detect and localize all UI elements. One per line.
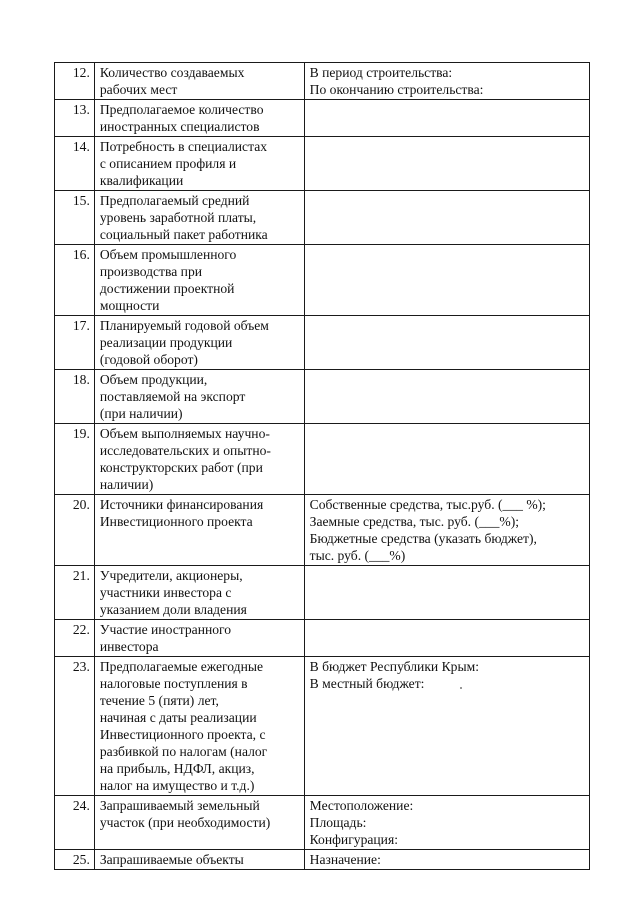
field-label-line: Предполагаемое количество xyxy=(99,102,264,117)
field-value-line: По окончанию строительства: xyxy=(309,82,484,97)
field-label-line: Запрашиваемые объекты xyxy=(99,852,244,867)
field-label xyxy=(94,620,304,657)
table-row xyxy=(55,620,590,657)
table-row xyxy=(55,370,590,424)
field-value-line: Назначение: xyxy=(309,852,381,867)
form-sheet xyxy=(54,62,590,870)
field-value[interactable] xyxy=(304,796,589,850)
table-row xyxy=(55,566,590,620)
field-label-line: Количество создаваемых xyxy=(99,65,245,80)
field-value[interactable] xyxy=(304,620,589,657)
row-number: 16. xyxy=(55,245,95,316)
field-label xyxy=(94,424,304,495)
scan-speck xyxy=(460,687,462,689)
field-value-line: Площадь: xyxy=(309,815,367,830)
field-label-line: Инвестиционного проекта, с xyxy=(99,727,266,742)
field-label-line: (годовой оборот) xyxy=(99,352,198,367)
field-label-line: Запрашиваемый земельный xyxy=(99,798,260,813)
field-value-line: В бюджет Республики Крым: xyxy=(309,659,479,674)
field-label xyxy=(94,245,304,316)
table-row xyxy=(55,850,590,870)
row-number: 22. xyxy=(55,620,95,657)
field-value-line: Местоположение: xyxy=(309,798,414,813)
investment-project-table xyxy=(54,62,590,870)
field-label xyxy=(94,137,304,191)
field-label-line: Объем продукции, xyxy=(99,372,208,387)
field-label-line: налог на имущество и т.д.) xyxy=(99,778,255,793)
table-row xyxy=(55,137,590,191)
field-value[interactable] xyxy=(304,370,589,424)
row-number: 12. xyxy=(55,63,95,100)
field-label-line: с описанием профиля и xyxy=(99,156,237,171)
field-label-line: исследовательских и опытно- xyxy=(99,443,271,458)
field-label-line: Учредители, акционеры, xyxy=(99,568,243,583)
field-label-line: Инвестиционного проекта xyxy=(99,514,253,529)
table-row xyxy=(55,245,590,316)
field-label-line: рабочих мест xyxy=(99,82,178,97)
field-label xyxy=(94,850,304,870)
table-row xyxy=(55,316,590,370)
field-label-line: на прибыль, НДФЛ, акциз, xyxy=(99,761,255,776)
table-row xyxy=(55,657,590,796)
field-label-line: уровень заработной платы, xyxy=(99,210,257,225)
row-number: 17. xyxy=(55,316,95,370)
row-number: 21. xyxy=(55,566,95,620)
field-value[interactable] xyxy=(304,137,589,191)
field-label-line: разбивкой по налогам (налог xyxy=(99,744,268,759)
field-label-line: производства при xyxy=(99,264,203,279)
field-label xyxy=(94,191,304,245)
field-label xyxy=(94,495,304,566)
row-number: 23. xyxy=(55,657,95,796)
field-label-line: Объем выполняемых научно- xyxy=(99,426,270,441)
field-value[interactable] xyxy=(304,63,589,100)
field-label-line: поставляемой на экспорт xyxy=(99,389,246,404)
field-label-line: налоговые поступления в xyxy=(99,676,248,691)
field-label xyxy=(94,370,304,424)
field-label-line: Участие иностранного xyxy=(99,622,232,637)
field-label xyxy=(94,657,304,796)
field-label-line: (при наличии) xyxy=(99,406,183,421)
table-row xyxy=(55,100,590,137)
row-number: 25. xyxy=(55,850,95,870)
field-label-line: течение 5 (пяти) лет, xyxy=(99,693,219,708)
field-label xyxy=(94,100,304,137)
field-value-line: тыс. руб. (___%) xyxy=(309,548,406,563)
field-value[interactable] xyxy=(304,657,589,796)
field-label-line: Потребность в специалистах xyxy=(99,139,268,154)
field-label-line: Предполагаемый средний xyxy=(99,193,250,208)
field-label-line: достижении проектной xyxy=(99,281,235,296)
field-label-line: социальный пакет работника xyxy=(99,227,268,242)
field-label-line: наличии) xyxy=(99,477,154,492)
row-number: 19. xyxy=(55,424,95,495)
field-label xyxy=(94,63,304,100)
table-row xyxy=(55,796,590,850)
field-label-line: конструкторских работ (при xyxy=(99,460,263,475)
field-label-line: Планируемый годовой объем xyxy=(99,318,269,333)
field-value-line: В период строительства: xyxy=(309,65,453,80)
field-label-line: начиная с даты реализации xyxy=(99,710,257,725)
field-value[interactable] xyxy=(304,191,589,245)
field-label-line: инвестора xyxy=(99,639,159,654)
row-number: 13. xyxy=(55,100,95,137)
field-value-line: Собственные средства, тыс.руб. (___ %); xyxy=(309,497,546,512)
field-label xyxy=(94,316,304,370)
row-number: 24. xyxy=(55,796,95,850)
field-label-line: Источники финансирования xyxy=(99,497,264,512)
field-value-line: Заемные средства, тыс. руб. (___%); xyxy=(309,514,520,529)
row-number: 14. xyxy=(55,137,95,191)
table-row xyxy=(55,191,590,245)
row-number: 18. xyxy=(55,370,95,424)
field-value-line: Конфигурация: xyxy=(309,832,398,847)
field-value[interactable] xyxy=(304,566,589,620)
field-label-line: указанием доли владения xyxy=(99,602,247,617)
row-number: 20. xyxy=(55,495,95,566)
table-body xyxy=(55,63,590,870)
field-value[interactable] xyxy=(304,100,589,137)
field-label-line: участники инвестора с xyxy=(99,585,232,600)
field-label-line: реализации продукции xyxy=(99,335,233,350)
field-value-line: В местный бюджет: xyxy=(309,676,425,691)
field-label xyxy=(94,796,304,850)
table-row xyxy=(55,63,590,100)
field-value[interactable] xyxy=(304,424,589,495)
field-label-line: участок (при необходимости) xyxy=(99,815,271,830)
field-value[interactable] xyxy=(304,245,589,316)
field-value[interactable] xyxy=(304,316,589,370)
table-row xyxy=(55,495,590,566)
row-number: 15. xyxy=(55,191,95,245)
field-value[interactable] xyxy=(304,495,589,566)
field-value[interactable] xyxy=(304,850,589,870)
field-value-line: Бюджетные средства (указать бюджет), xyxy=(309,531,537,546)
field-label xyxy=(94,566,304,620)
field-label-line: Предполагаемые ежегодные xyxy=(99,659,264,674)
field-label-line: квалификации xyxy=(99,173,184,188)
field-label-line: Объем промышленного xyxy=(99,247,237,262)
field-label-line: иностранных специалистов xyxy=(99,119,260,134)
field-label-line: мощности xyxy=(99,298,160,313)
table-row xyxy=(55,424,590,495)
